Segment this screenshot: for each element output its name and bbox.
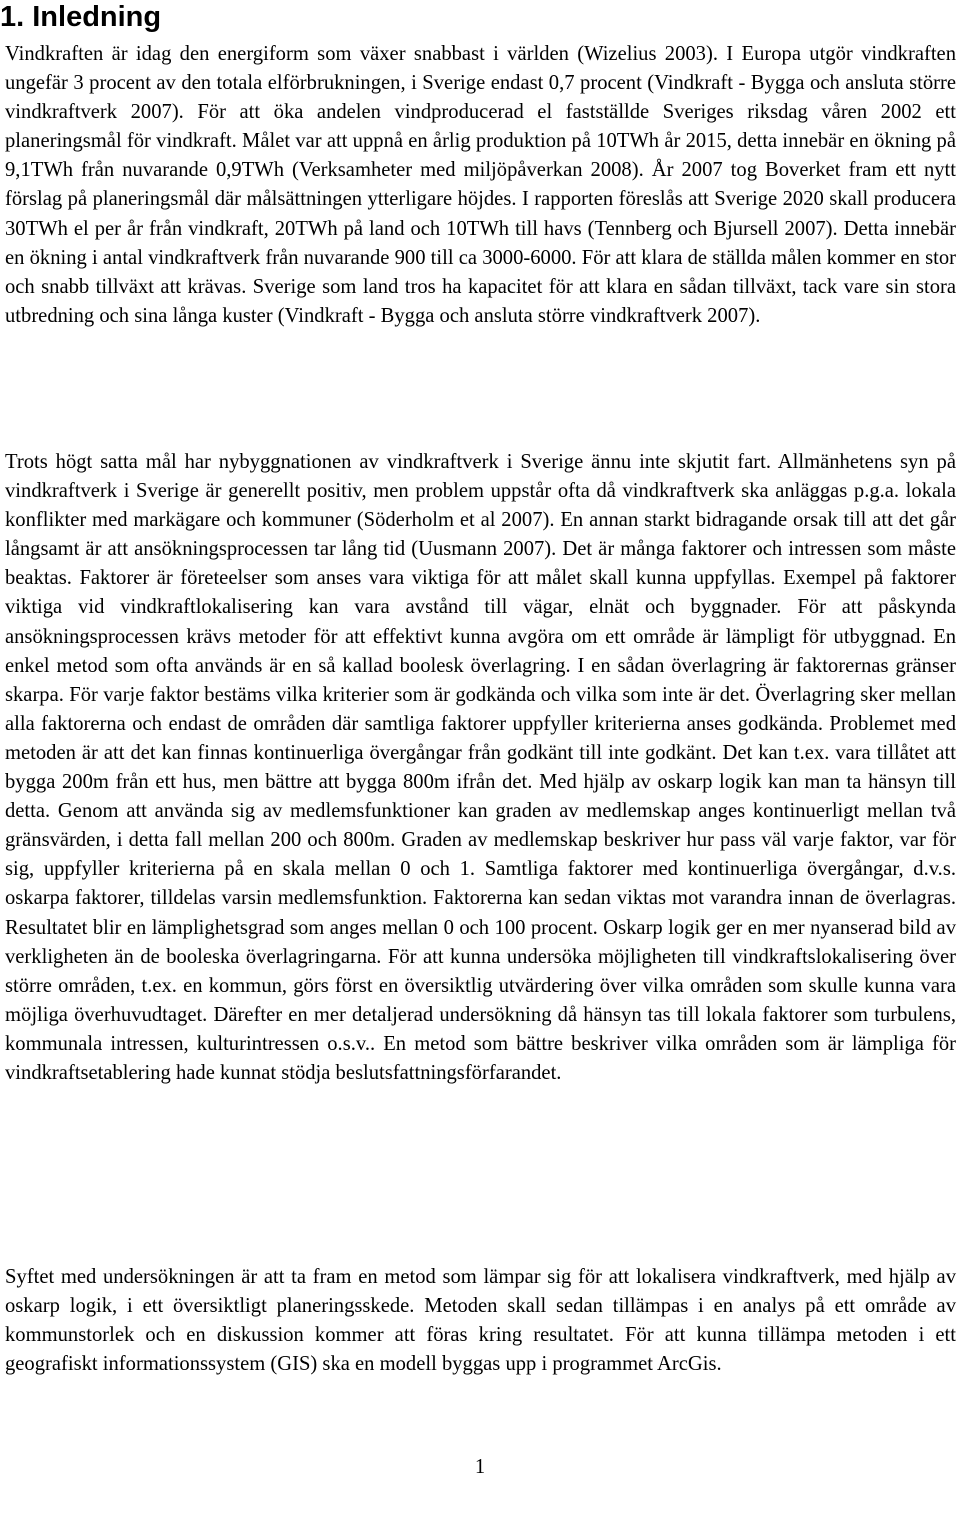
page-number: 1 (474, 1456, 486, 1478)
paragraph-problem: Trots högt satta mål har nybyggnationen av vindkraftverk i Sverige ännu inte skjutit fart. Allmänhetens syn på vindkraftverk i Sverige är generellt positiv, men problem uppstår ofta då vindkraftverk ska anläggas p.g.a. lokala konflikter med markägare och kommuner (Söderholm et al 2007). En annan starkt bidragande orsak till att det går långsamt är att ansökningsprocessen tar lång tid (Uusmann 2007). Det är många faktorer och intressen som måste beaktas. Faktorer är företeelser som anses vara viktiga för att målet skall kunna uppfyllas. Exempel på faktorer viktiga vid vindkraftlokalisering kan vara avstånd till vägar, elnät och byggnader. För att påskynda ansökningsprocessen krävs metoder för att effektivt kunna avgöra om ett område är lämpligt för utbyggnad. En enkel metod som ofta används är en så kallad boolesk överlagring. I en sådan överlagring är faktorernas gränser skarpa. För varje faktor bestäms vilka kriterier som är godkända och vilka som inte är det. Överlagring sker mellan alla faktorerna och endast de områden där samtliga faktorer uppfyller kriterierna anses godkända. Problemet med metoden är att det kan finnas kontinuerliga övergångar från godkänt till inte godkänt. Det kan t.ex. vara tillåtet att bygga 200m från ett hus, men bättre att bygga 800m ifrån det. Med hjälp av oskarp logik kan man ta hänsyn till detta. Genom att använda sig av medlemsfunktioner kan graden av medlemskap anges kontinuerligt mellan två gränsvärden, i detta fall mellan 200 och 800m. Graden av medlemskap beskriver hur pass väl varje faktor, var för sig, uppfyller kriterierna på en skala mellan 0 och 1. Samtliga faktorer med kontinuerliga övergångar, d.v.s. oskarpa faktorer, tilldelas varsin medlemsfunktion. Faktorerna kan sedan viktas mot varandra innan de överlagras. Resultatet blir en lämplighetsgrad som anges mellan 0 och 100 procent. Oskarp logik ger en mer nyanserad bild av verkligheten än de booleska överlagringarna. För att kunna undersöka möjligheten till vindkraftslokalisering över större områden, t.ex. en kommun, görs först en översiktlig utvärdering över vilka områden som skulle kunna vara möjliga överhuvudtaget. Därefter en mer detaljerad undersökning då hänsyn tas till lokala faktorer som turbulens, kommunala intressen, kulturintressen o.s.v.. En metod som bättre beskriver vilka områden som är lämpliga för vindkraftsetablering hade kunnat stödja beslutsfattningsförfarandet. (5, 451, 956, 1084)
section-heading: 1. Inledning (0, 1, 162, 33)
paragraph-intro: Vindkraften är idag den energiform som växer snabbast i världen (Wizelius 2003). I Europa utgör vindkraften ungefär 3 procent av den totala elförbrukningen, i Sverige endast 0,7 procent (Vindkraft - Bygga och ansluta större vindkraftverk 2007). För att öka andelen vindproducerad el fastställde Sveriges riksdag våren 2002 ett planeringsmål för vindkraft. Målet var att uppnå en årlig produktion på 10TWh år 2015, detta innebär en ökning på 9,1TWh från nuvarande 0,9TWh (Verksamheter med miljöpåverkan 2008). År 2007 tog Boverket fram ett nytt förslag på planeringsmål där målsättningen ytterligare höjdes. I rapporten föreslås att Sverige 2020 skall producera 30TWh el per år från vindkraft, 20TWh på land och 10TWh till havs (Tennberg och Bjursell 2007). Detta innebär en ökning i antal vindkraftverk från nuvarande 900 till ca 3000-6000. För att klara de ställda målen kommer en stor och snabb tillväxt att krävas. Sverige som land tros ha kapacitet för att klara en sådan tillväxt, tack vare sin stora utbredning och sina långa kuster (Vindkraft - Bygga och ansluta större vindkraftverk 2007). (5, 43, 956, 327)
paragraph-purpose: Syftet med undersökningen är att ta fram en metod som lämpar sig för att lokalisera vindkraftverk, med hjälp av oskarp logik, i ett översiktligt planeringsskede. Metoden skall sedan tillämpas i en analys på ett område av kommunstorlek och en diskussion kommer att föras kring resultatet. För att kunna tillämpa metoden i ett geografiskt informationssystem (GIS) ska en modell byggas upp i programmet ArcGis. (5, 1266, 956, 1376)
